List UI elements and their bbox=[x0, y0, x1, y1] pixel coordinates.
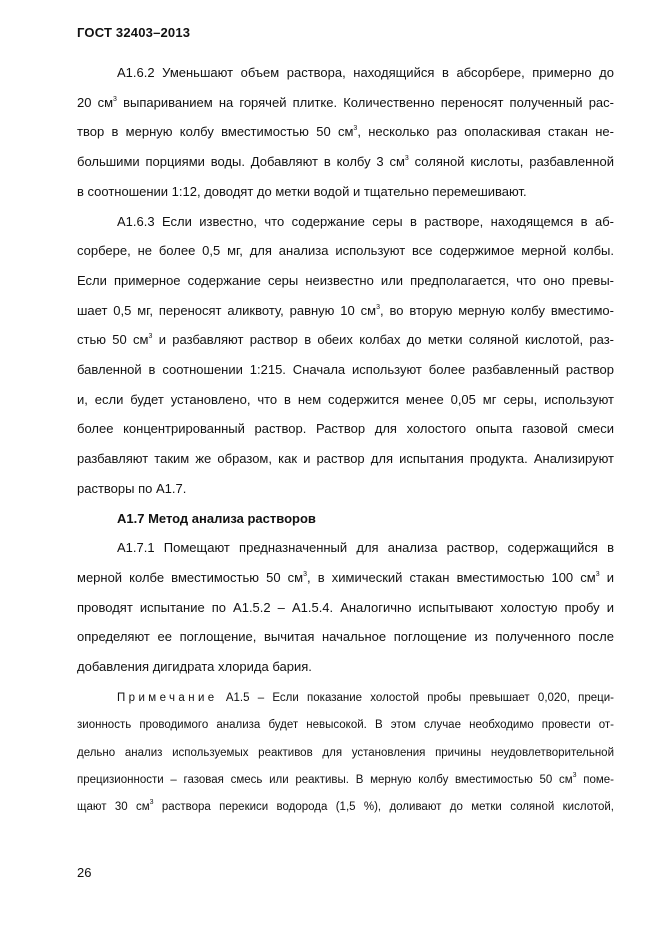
document-header: ГОСТ 32403–2013 bbox=[77, 25, 191, 40]
paragraph-a1-6-2 bbox=[77, 58, 614, 207]
text-line: растворы по А1.7. bbox=[77, 480, 187, 496]
text-line: твор в мерную колбу вместимостью 50 $см^3$, несколько раз ополаскивая стакан не- bbox=[77, 124, 614, 140]
text-line: 20 $см^3$ выпариванием на горячей плитке. Количественно переносят полученный рас- bbox=[77, 94, 614, 110]
text-line: А1.7.1 Помещают предназначенный для анализа раствор, содержащийся в bbox=[117, 540, 614, 556]
text-line: дельно анализ используемых реактивов для установления причины неудовлетворительной bbox=[77, 746, 614, 759]
text-line: проводят испытание по А1.5.2 – А1.5.4. Аналогично испытывают холостую пробу и bbox=[77, 599, 614, 615]
text-line: более концентрированный раствор. Раствор для холостого опыта газовой смеси bbox=[77, 421, 614, 437]
text-line: зионность проводимого анализа будет невысокой. В этом случае необходимо провести от- bbox=[77, 719, 614, 732]
text-line: в соотношении 1:12, доводят до метки водой и тщательно перемешивают. bbox=[77, 183, 527, 199]
text-line: большими порциями воды. Добавляют в колбу 3 $см^3$ соляной кислоты, разбавленной bbox=[77, 154, 615, 170]
text-line: А1.6.3 Если известно, что содержание серы в растворе, находящемся в аб- bbox=[117, 213, 614, 229]
text-line: щают 30 $см^3$ раствора перекиси водорода (1,5 %), доливают до метки соляной кислотой, bbox=[77, 799, 614, 814]
document-body bbox=[77, 58, 614, 822]
page-number: 26 bbox=[77, 865, 92, 880]
text-line: бавленной в соотношении 1:215. Сначала используют более разбавленный раствор bbox=[77, 362, 614, 378]
note-paragraph bbox=[77, 685, 614, 822]
text-line: добавления дигидрата хлорида бария. bbox=[77, 659, 312, 675]
text-line: Если примерное содержание серы неизвестно или предполагается, что оно превы- bbox=[77, 272, 614, 288]
text-line: мерной колбе вместимостью 50 $см^3$, в химический стакан вместимостью 100 $см^3$ и bbox=[77, 569, 614, 585]
paragraph-a1-7-1 bbox=[77, 533, 614, 682]
text-line: разбавляют таким же образом, как и раствор для испытания продукта. Анализируют bbox=[77, 451, 614, 467]
text-line: и, если будет установлено, что в нем содержится менее 0,05 мг серы, используют bbox=[77, 391, 614, 407]
text-line: стью 50 $см^3$ и разбавляют раствор в обеих колбах до метки соляной кислотой, раз- bbox=[77, 332, 614, 348]
text-line: сорбере, не более 0,5 мг, для анализа используют все содержимое мерной колбы. bbox=[77, 243, 614, 259]
text-line: Примечание А1.5 – Если показание холостой пробы превышает 0,020, преци- bbox=[117, 691, 614, 704]
text-line: определяют ее поглощение, вычитая начальное поглощение из полученного после bbox=[77, 629, 614, 645]
text-line: А1.6.2 Уменьшают объем раствора, находящийся в абсорбере, примерно до bbox=[117, 65, 614, 80]
text-line: шает 0,5 мг, переносят аликвоту, равную 10 $см^3$, во вторую мерную колбу вместимо- bbox=[77, 302, 614, 318]
section-heading-a1-7: А1.7 Метод анализа растворов bbox=[117, 510, 316, 526]
note-label: Примечание bbox=[117, 691, 218, 704]
paragraph-a1-6-3 bbox=[77, 207, 614, 504]
text-line: прецизионности – газовая смесь или реактивы. В мерную колбу вместимостью 50 $см^3$ поме- bbox=[77, 771, 615, 786]
